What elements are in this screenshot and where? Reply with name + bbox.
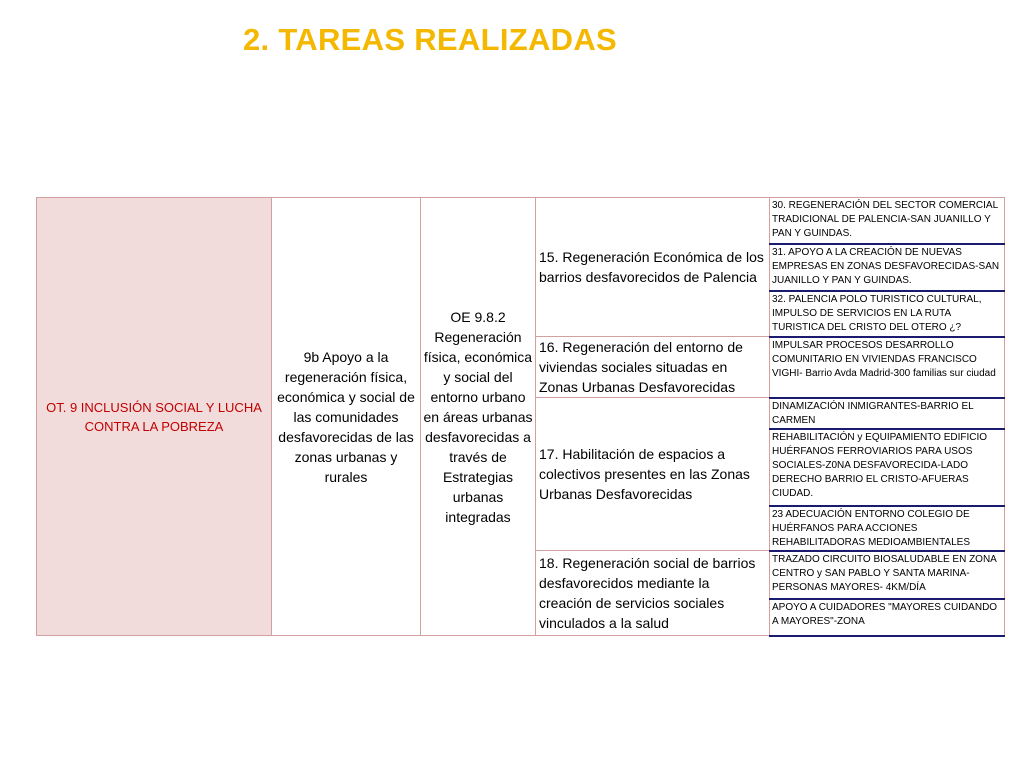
- action-item: [770, 506, 1005, 551]
- specific-objective-text: OE 9.8.2 Regeneración física, económica y social del entorno urbano en áreas urbanas desfavorecidas a través de Estrategias urbanas integradas: [423, 308, 533, 525]
- action-item: [770, 599, 1005, 636]
- action-item-text: DINAMIZACIÓN INMIGRANTES-BARRIO EL CARMEN: [772, 400, 974, 426]
- action-item: [770, 198, 1005, 244]
- action-item-text: 31. APOYO A LA CREACIÓN DE NUEVAS EMPRESAS EN ZONAS DESFAVORECIDAS-SAN JUANILLO Y PAN Y GUINDAS.: [772, 246, 1000, 286]
- action-line-16: [536, 337, 770, 398]
- action-line-17: [536, 398, 770, 551]
- action-item: [770, 291, 1005, 337]
- action-item-text: APOYO A CUIDADORES "MAYORES CUIDANDO A MAYORES"-ZONA: [772, 601, 998, 627]
- action-item-text: 32. PALENCIA POLO TURISTICO CULTURAL, IMPULSO DE SERVICIOS EN LA RUTA TURISTICA DEL CRISTO DEL OTERO ¿?: [772, 293, 982, 333]
- action-item-text: 23 ADECUACIÓN ENTORNO COLEGIO DE HUÉRFANOS PARA ACCIONES REHABILITADORAS MEDIOAMBIENTALES: [772, 508, 971, 548]
- investment-priority-cell: [272, 198, 421, 636]
- action-line-text: 16. Regeneración del entorno de viviendas sociales situadas en Zonas Urbanas Desfavorecidas: [539, 339, 743, 395]
- action-item: [770, 244, 1005, 291]
- action-item-text: 30. REGENERACIÓN DEL SECTOR COMERCIAL TRADICIONAL DE PALENCIA-SAN JUANILLO Y PAN Y GUINDAS.: [772, 200, 998, 239]
- action-item-text: REHABILITACIÓN y EQUIPAMIENTO EDIFICIO HUÉRFANOS FERROVIARIOS PARA USOS SOCIALES-Z0NA DESFAVORECIDA-LADO DERECHO BARRIO EL CRISTO-AFUERAS CIUDAD.: [772, 431, 988, 499]
- action-item: [770, 551, 1005, 599]
- action-line-text: 18. Regeneración social de barrios desfavorecidos mediante la creación de servicios sociales vinculados a la salud: [539, 555, 756, 631]
- action-item-text: TRAZADO CIRCUITO BIOSALUDABLE EN ZONA CENTRO y SAN PABLO Y SANTA MARINA-PERSONAS MAYORES- 4KM/DÍA: [772, 553, 997, 593]
- tasks-table: [36, 197, 1005, 637]
- action-line-15: [536, 198, 770, 337]
- thematic-objective-text: OT. 9 INCLUSIÓN SOCIAL Y LUCHA CONTRA LA POBREZA: [46, 399, 262, 434]
- thematic-objective-cell: [37, 198, 272, 636]
- action-item: [770, 398, 1005, 429]
- action-line-18: [536, 551, 770, 636]
- action-item: [770, 337, 1005, 398]
- action-item-text: IMPULSAR PROCESOS DESARROLLO COMUNITARIO EN VIVIENDAS FRANCISCO VIGHI- Barrio Avda Madrid-300 familias sur ciudad: [772, 339, 996, 379]
- specific-objective-cell: [421, 198, 536, 636]
- investment-priority-text: 9b Apoyo a la regeneración física, económica y social de las comunidades desfavorecidas de las zonas urbanas y rurales: [277, 348, 415, 485]
- action-item: [770, 429, 1005, 506]
- action-line-text: 15. Regeneración Económica de los barrios desfavorecidos de Palencia: [539, 249, 764, 285]
- slide-title: 2. TAREAS REALIZADAS: [243, 22, 618, 57]
- action-line-text: 17. Habilitación de espacios a colectivos presentes en las Zonas Urbanas Desfavorecidas: [539, 446, 750, 502]
